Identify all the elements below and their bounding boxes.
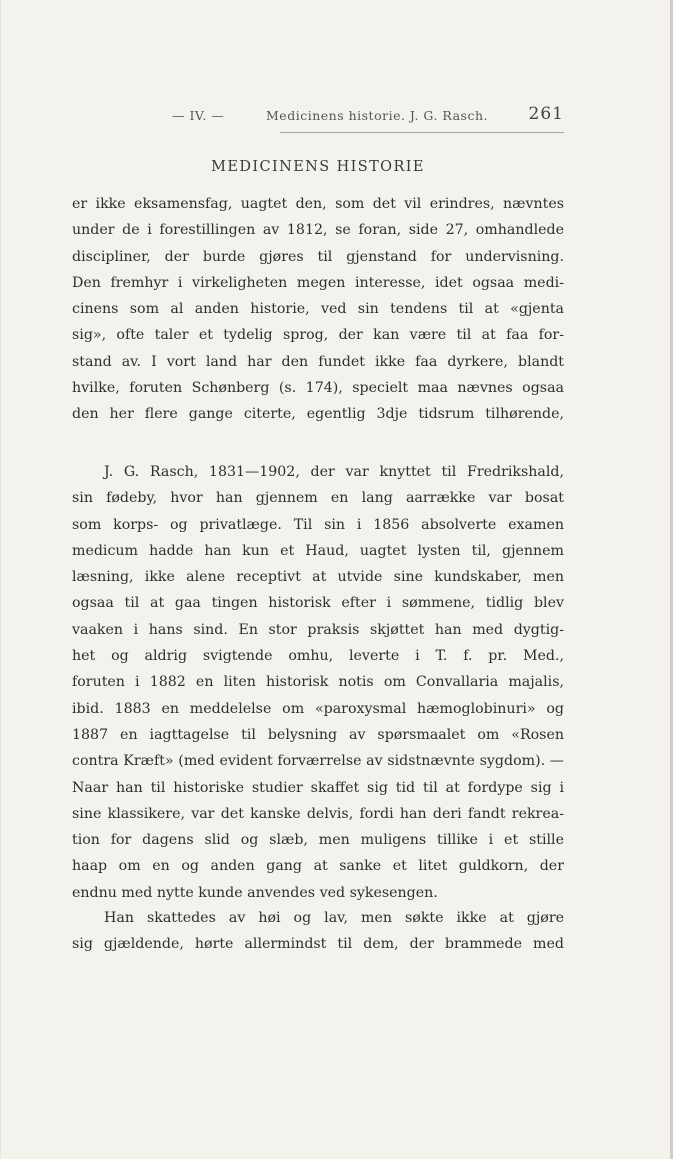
text-line: ibid. 1883 en meddelelse om «paroxysmal hæmoglobinuri» og (72, 700, 564, 717)
text-line: 1887 en iagttagelse til belysning av spørsmaalet om «Rosen (72, 726, 564, 743)
page-number: 261 (528, 104, 564, 124)
running-head-title: Medicinens historie. J. G. Rasch. (266, 108, 488, 123)
paragraph-1 (72, 191, 564, 428)
header-rule (280, 132, 564, 133)
running-head (72, 104, 564, 132)
text-line: sine klassikere, var det kanske delvis, fordi han deri fandt rekrea- (72, 805, 564, 822)
paragraph-3 (72, 905, 564, 958)
text-line: læsning, ikke alene receptivt at utvide sine kundskaber, men (72, 569, 564, 586)
text-line: vaaken i hans sind. En stor praksis skjøttet han med dygtig- (72, 621, 564, 638)
text-line: het og aldrig svigtende omhu, leverte i T. f. pr. Med., (72, 648, 564, 665)
text-line: Den fremhyr i virkeligheten megen interesse, idet ogsaa medi- (72, 274, 564, 291)
text-line: den her flere gange citerte, egentlig 3dje tidsrum tilhørende, (72, 406, 564, 423)
text-line: hvilke, foruten Schønberg (s. 174), specielt maa nævnes ogsaa (72, 380, 564, 397)
text-line: discipliner, der burde gjøres til gjenstand for undervisning. (72, 248, 564, 265)
text-line: medicum hadde han kun et Haud, uagtet lysten til, gjennem (72, 542, 564, 559)
text-line: endnu med nytte kunde anvendes ved sykesengen. (72, 884, 438, 901)
text-line: Han skattedes av høi og lav, men søkte ikke at gjøre (104, 910, 564, 926)
running-head-section: — IV. — (172, 108, 225, 123)
page-edge-left (0, 0, 1, 1159)
text-line: cinens som al anden historie, ved sin tendens til at «gjenta (72, 301, 564, 318)
text-line: Naar han til historiske studier skaffet sig tid til at fordype sig i (72, 779, 564, 796)
text-line: sin fødeby, hvor han gjennem en lang aarrække var bosat (72, 490, 564, 507)
text-line: tion for dagens slid og slæb, men muligens tillike i et stille (72, 832, 564, 849)
text-line: under de i forestillingen av 1812, se foran, side 27, omhandlede (72, 222, 564, 239)
text-line: er ikke eksamensfag, uagtet den, som det vil erindres, nævntes (72, 196, 564, 212)
text-line: contra Kræft» (med evident forværrelse av sidstnævnte sygdom). — (72, 753, 564, 770)
text-line: foruten i 1882 en liten historisk notis om Convallaria majalis, (72, 674, 564, 691)
text-line: stand av. I vort land har den fundet ikke faa dyrkere, blandt (72, 353, 564, 370)
text-line: sig gjældende, hørte allermindst til dem, der brammede med (72, 936, 564, 953)
text-line: sig», ofte taler et tydelig sprog, der kan være til at faa for- (72, 327, 564, 344)
text-line: ogsaa til at gaa tingen historisk efter i sømmene, tidlig blev (72, 595, 564, 612)
text-line: haap om en og anden gang at sanke et litet guldkorn, der (72, 858, 564, 875)
text-line: som korps- og privatlæge. Til sin i 1856 absolverte examen (72, 516, 564, 533)
text-line: J. G. Rasch, 1831—1902, der var knyttet til Fredrikshald, (104, 464, 564, 480)
section-heading: MEDICINENS HISTORIE (211, 159, 425, 175)
paragraph-2 (72, 459, 564, 906)
